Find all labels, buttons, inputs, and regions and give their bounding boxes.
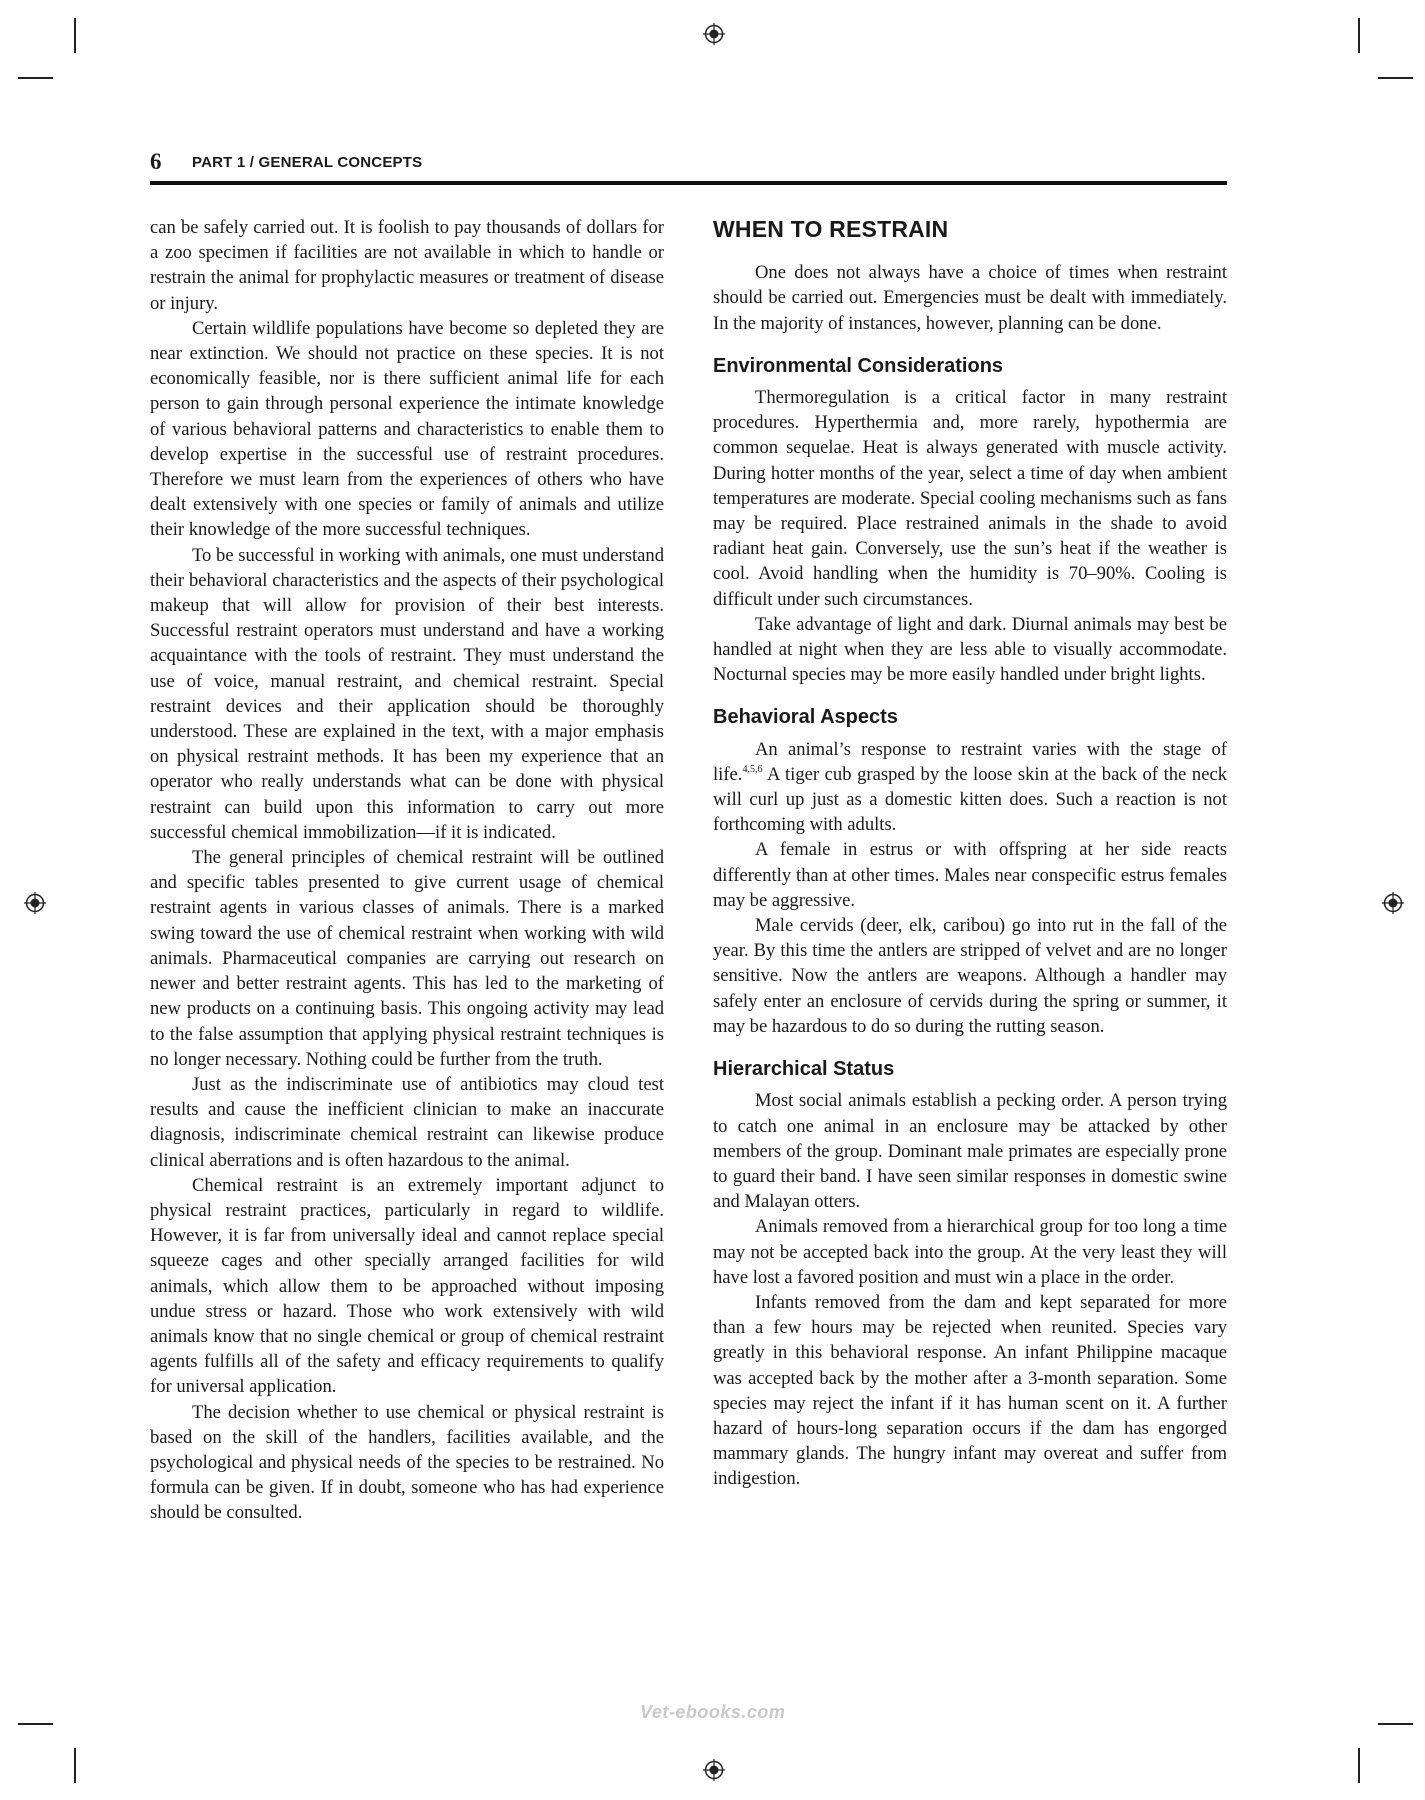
crop-mark-top-left-vertical [74, 18, 76, 53]
body-paragraph: Thermoregulation is a critical factor in many restraint procedures. Hyperthermia and, more rarely, hypothermia are common sequelae. Heat is always generated with muscle activity. During hotter months of the year, select a time of day when ambient temperatures are moderate. Special cooling mechanisms such as fans may be required. Place restrained animals in the shade to avoid radiant heat gain. Conversely, use the sun’s heat if the weather is cool. Avoid handling when the humidity is 70–90%. Cooling is difficult under such circumstances. [713, 387, 1227, 610]
registration-mark-icon [703, 1759, 725, 1781]
crop-mark-bottom-left-vertical [74, 1748, 76, 1783]
subsection-heading: Environmental Considerations [713, 354, 1004, 377]
watermark-logo: Vet-ebooks.com [640, 1702, 786, 1722]
registration-mark-icon [1382, 892, 1404, 914]
crop-mark-bottom-right-horizontal [1378, 1723, 1413, 1725]
paragraph-text: An animal’s response to restraint varies with the stage of life. [713, 738, 1227, 785]
body-paragraph: Chemical restraint is an extremely important adjunct to physical restraint practices, particularly in regard to wildlife. However, it is far from universally ideal and cannot replace special squeeze cages and other specially arranged facilities for wild animals, which allow them to be approached without imposing undue stress or hazard. Those who work extensively with wild animals know that no single chemical or group of chemical restraint agents fulfills all of the safety and efficacy requirements to qualify for universal application. [150, 1174, 664, 1398]
body-paragraph [713, 737, 1227, 838]
body-paragraph: To be successful in working with animals, one must understand their behavioral characteristics and the aspects of their psychological makeup that will allow for provision of their best interests. Successful restraint operators must understand and have a working acquaintance with the tools of restraint. They must understand the use of voice, manual restraint, and chemical restraint. Special restraint devices and their application should be thoroughly understood. These are explained in the text, with a major emphasis on physical restraint methods. It has been my experience that an operator who really understands what can be done with physical restraint can build upon this information to carry out more successful chemical immobilization—if it is indicated. [150, 544, 664, 843]
crop-mark-bottom-right-vertical [1358, 1748, 1360, 1783]
crop-mark-top-right-vertical [1358, 18, 1360, 53]
running-header [150, 149, 1227, 185]
body-paragraph: Most social animals establish a pecking order. A person trying to catch one animal in an enclosure may be attacked by other members of the group. Dominant male primates are especially prone to guard their band. I have seen similar responses in domestic swine and Malayan otters. [713, 1090, 1227, 1213]
body-paragraph: One does not always have a choice of times when restraint should be carried out. Emergencies must be dealt with immediately. In the majority of instances, however, planning can be done. [713, 262, 1227, 334]
body-paragraph: The decision whether to use chemical or physical restraint is based on the skill of the handlers, facilities available, and the psychological and physical needs of the species to be restrained. No formula can be given. If in doubt, someone who has had experience should be consulted. [150, 1401, 664, 1524]
registration-mark-icon [24, 892, 46, 914]
body-paragraph: Just as the indiscriminate use of antibiotics may cloud test results and cause the inefficient clinician to make an inaccurate diagnosis, indiscriminate chemical restraint can likewise produce clinical aberrations and is often hazardous to the animal. [150, 1073, 664, 1171]
reference-superscript: 4,5,6 [742, 763, 763, 775]
body-paragraph: Take advantage of light and dark. Diurnal animals may best be handled at night when they are less able to visually accommodate. Nocturnal species may be more easily handled under bright lights. [713, 613, 1227, 686]
crop-mark-top-left-horizontal [18, 77, 53, 79]
part-title: PART 1 / GENERAL CONCEPTS [192, 154, 423, 171]
body-paragraph: A female in estrus or with offspring at her side reacts differently than at other times. Males near conspecific estrus females may be aggressive. [713, 839, 1227, 911]
left-column [150, 215, 664, 1526]
crop-mark-top-right-horizontal [1378, 77, 1413, 79]
body-paragraph: The general principles of chemical restraint will be outlined and specific tables presented to give current usage of chemical restraint agents in various classes of animals. There is a marked swing toward the use of chemical restraint when working with wild animals. Pharmaceutical companies are carrying out research on newer and better restraint agents. This has led to the marketing of new products on a continuing basis. This ongoing activity may lead to the false assumption that applying physical restraint techniques is no longer necessary. Nothing could be further from the truth. [150, 847, 664, 1070]
page-number: 6 [150, 149, 162, 174]
subsection-heading: Behavioral Aspects [713, 706, 898, 729]
body-paragraph: can be safely carried out. It is foolish to pay thousands of dollars for a zoo specimen if facilities are not available in which to handle or restrain the animal for prophylactic measures or treatment of disease or injury. [150, 217, 664, 314]
crop-mark-bottom-left-horizontal [18, 1723, 53, 1725]
body-paragraph: Certain wildlife populations have become so depleted they are near extinction. We should not practice on these species. It is not economically feasible, nor is there sufficient animal life for each person to gain through personal experience the intimate knowledge of various behavioral patterns and characteristics to enable them to develop expertise in the successful use of restraint procedures. Therefore we must learn from the experiences of others who have dealt extensively with one species or family of animals and utilize their knowledge of the more successful techniques. [150, 317, 664, 541]
registration-mark-icon [703, 23, 725, 45]
body-paragraph: Male cervids (deer, elk, caribou) go into rut in the fall of the year. By this time the antlers are stripped of velvet and are no longer sensitive. Now the antlers are weapons. Although a handler may safely enter an enclosure of cervids during the spring or summer, it may be hazardous to do so during the rutting season. [713, 915, 1227, 1037]
body-paragraph: Infants removed from the dam and kept separated for more than a few hours may be rejected when reunited. Species vary greatly in this behavioral response. An infant Philippine macaque was accepted back by the mother after a 3-month separation. Some species may reject the infant if it has human scent on it. A further hazard of hours-long separation occurs if the dam has engorged mammary glands. The hungry infant may overeat and suffer from indigestion. [713, 1291, 1227, 1490]
subsection-heading: Hierarchical Status [713, 1058, 895, 1081]
right-column [713, 215, 1227, 1492]
section-title: WHEN TO RESTRAIN [713, 216, 949, 242]
body-paragraph: Animals removed from a hierarchical group for too long a time may not be accepted back into the group. At the very least they will have lost a favored position and must win a place in the order. [713, 1216, 1227, 1288]
paragraph-text: A tiger cub grasped by the loose skin at the back of the neck will curl up just as a domestic kitten does. Such a reaction is not forthcoming with adults. [713, 763, 1227, 836]
